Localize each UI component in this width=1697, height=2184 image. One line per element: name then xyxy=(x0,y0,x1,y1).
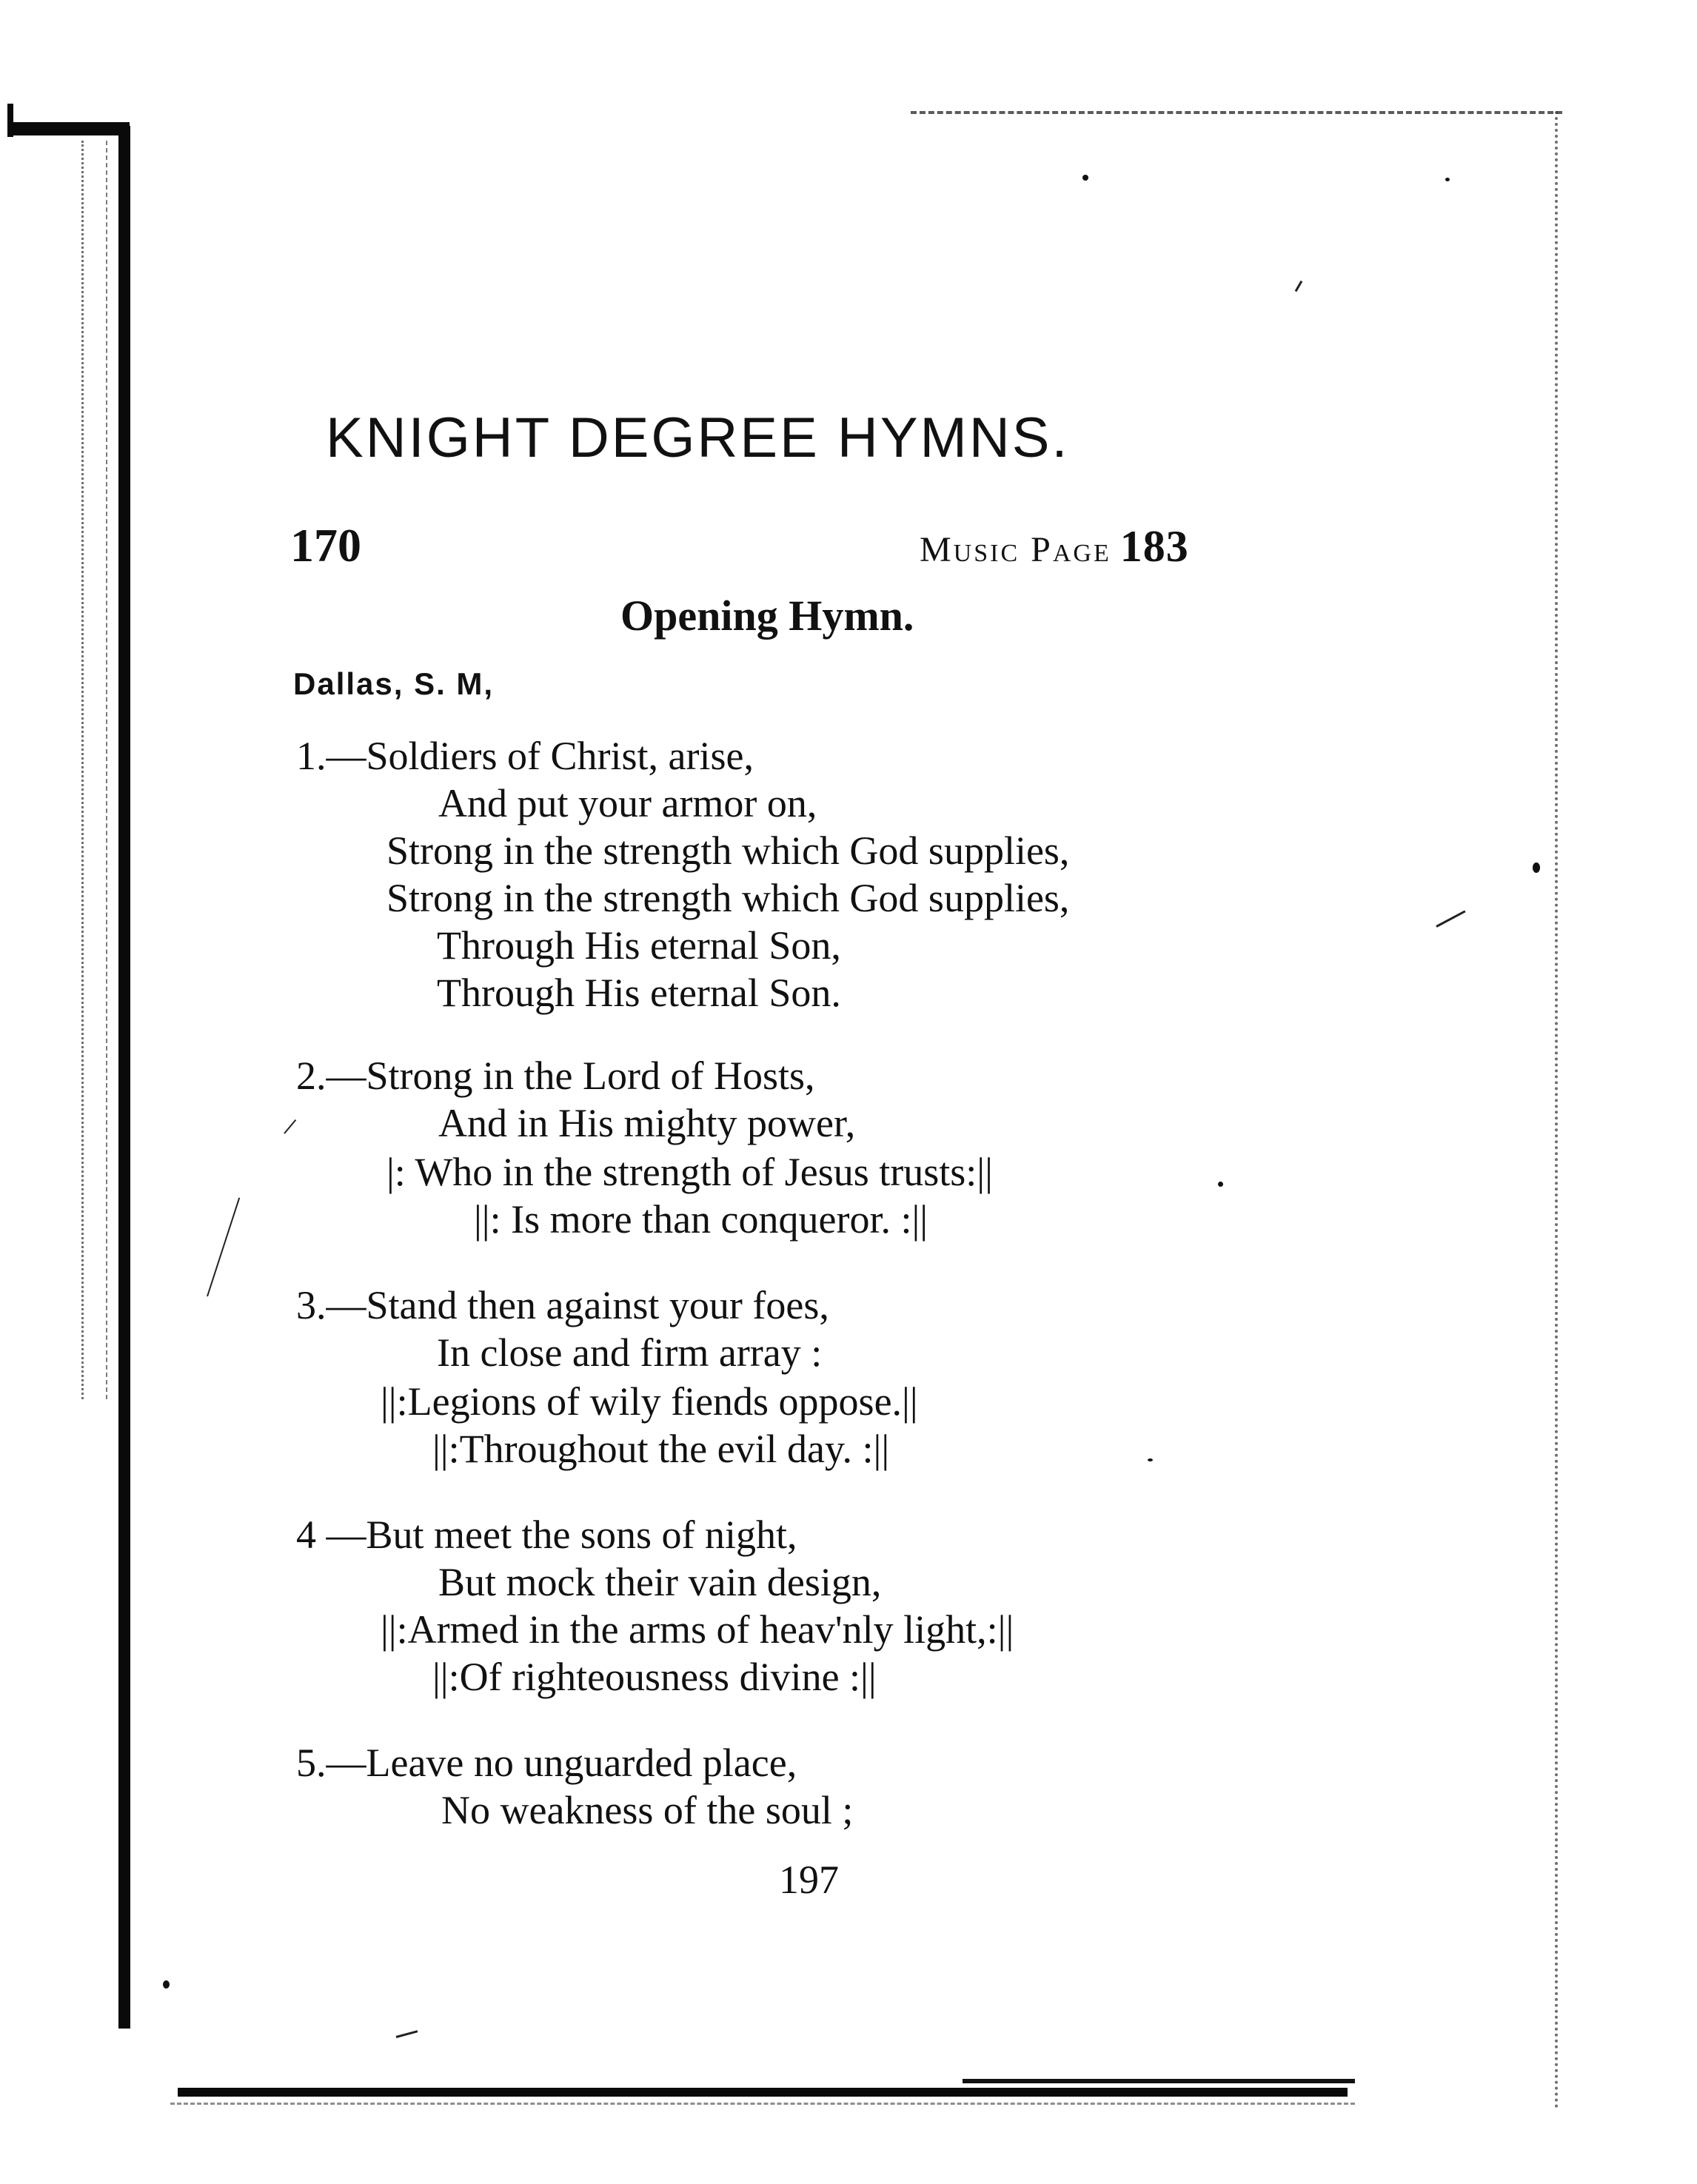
scan-edge-artifact xyxy=(963,2079,1355,2083)
scan-speck xyxy=(1445,178,1450,181)
scan-mark xyxy=(284,1119,296,1134)
verse-line: 1.—Soldiers of Christ, arise, xyxy=(296,734,754,778)
verse-line: 3.—Stand then against your foes, xyxy=(296,1283,829,1327)
scan-speck xyxy=(1148,1458,1153,1461)
verse-line: But mock their vain design, xyxy=(438,1560,882,1604)
verse-line: Strong in the strength which God supplies, xyxy=(386,828,1070,873)
scan-speck xyxy=(163,1980,170,1989)
scan-speck xyxy=(1218,1182,1223,1187)
verse-line: |: Who in the strength of Jesus trusts:|| xyxy=(386,1150,993,1194)
verse-line: And put your armor on, xyxy=(438,781,817,825)
verse-line: Through His eternal Son, xyxy=(437,923,841,968)
verse-line: ||: Is more than conqueror. :|| xyxy=(474,1197,928,1242)
book-spine-edge xyxy=(118,126,130,2029)
tune-meter: Dallas, S. M, xyxy=(293,666,495,701)
music-page-label: Music Page xyxy=(920,530,1111,569)
scan-edge-artifact xyxy=(170,2103,1355,2105)
verse-line: 4 —But meet the sons of night, xyxy=(296,1513,797,1557)
verse-line: 2.—Strong in the Lord of Hosts, xyxy=(296,1054,815,1098)
music-page-number: 183 xyxy=(1119,522,1189,571)
verse-line: ||:Legions of wily fiends oppose.|| xyxy=(381,1379,918,1424)
scan-mark xyxy=(396,2030,418,2038)
scan-edge-artifact xyxy=(911,111,1562,114)
scan-speck xyxy=(1533,862,1540,873)
verse-line: 5.—Leave no unguarded place, xyxy=(296,1741,797,1785)
verse-line: No weakness of the soul ; xyxy=(441,1788,854,1832)
verse-line: Through His eternal Son. xyxy=(437,971,841,1015)
scan-edge-artifact xyxy=(7,122,130,135)
scan-mark xyxy=(207,1198,240,1297)
hymn-number: 170 xyxy=(290,519,361,572)
verse-line: And in His mighty power, xyxy=(438,1101,856,1145)
scan-mark xyxy=(1295,281,1303,292)
scan-speck xyxy=(1082,175,1088,181)
music-page-reference xyxy=(920,521,1189,572)
hymn-title: Opening Hymn. xyxy=(620,592,914,640)
verse-line: ||:Throughout the evil day. :|| xyxy=(432,1427,890,1471)
page-title: KNIGHT DEGREE HYMNS. xyxy=(326,406,1070,469)
scan-mark xyxy=(1436,911,1465,928)
scan-edge-artifact xyxy=(178,2088,1348,2097)
verse-line: Strong in the strength which God supplies, xyxy=(386,876,1070,920)
verse-line: In close and firm array : xyxy=(437,1330,823,1375)
verse-line: ||:Of righteousness divine :|| xyxy=(432,1655,877,1699)
scan-edge-artifact xyxy=(81,141,107,1399)
page-number: 197 xyxy=(779,1858,839,1902)
scan-edge-artifact xyxy=(1555,111,1558,2110)
verse-line: ||:Armed in the arms of heav'nly light,:|| xyxy=(381,1607,1014,1652)
